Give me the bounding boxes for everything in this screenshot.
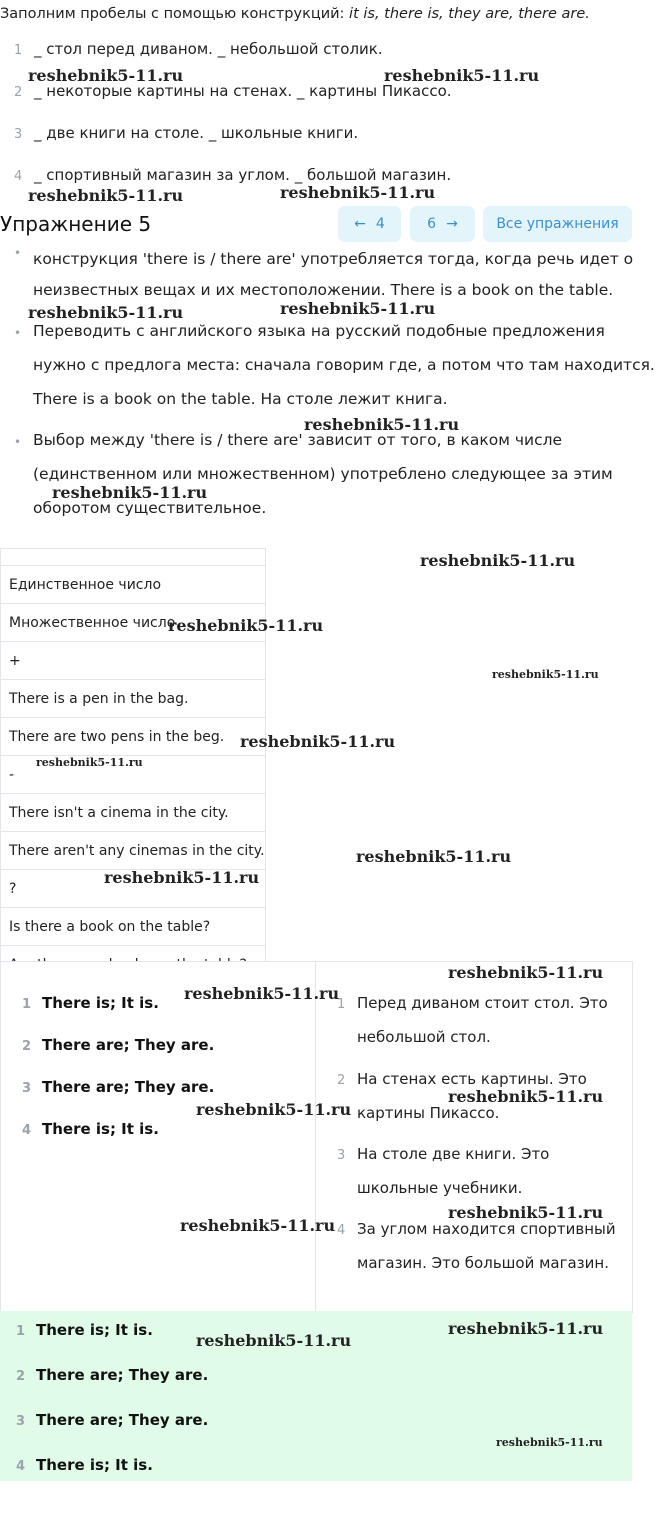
answer-text: There is; It is. bbox=[42, 994, 159, 1012]
item-number: 2 bbox=[14, 85, 23, 100]
watermark-text: reshebnik5-11.ru bbox=[496, 1436, 603, 1449]
final-answer-item bbox=[16, 1366, 208, 1384]
prev-exercise-button[interactable] bbox=[338, 206, 401, 242]
answer-text: There is; It is. bbox=[36, 1321, 153, 1339]
watermark-text: reshebnik5-11.ru bbox=[448, 963, 604, 982]
grammar-table-viewport[interactable] bbox=[0, 548, 265, 958]
table-cell: Множественное число bbox=[1, 604, 266, 642]
watermark-text: reshebnik5-11.ru bbox=[492, 668, 599, 681]
final-answer-item bbox=[16, 1411, 208, 1429]
arrow-left-icon: ← bbox=[354, 216, 366, 232]
item-number: 4 bbox=[14, 169, 23, 184]
item-number: 3 bbox=[337, 1148, 346, 1163]
final-answer-item bbox=[16, 1321, 153, 1339]
table-cell: Is there a book on the table? bbox=[1, 908, 266, 946]
item-number: 4 bbox=[337, 1223, 346, 1238]
watermark-text: reshebnik5-11.ru bbox=[168, 616, 324, 635]
answer-text: There are; They are. bbox=[42, 1036, 215, 1054]
translation-line: магазин. Это большой магазин. bbox=[357, 1254, 609, 1272]
watermark-text: reshebnik5-11.ru bbox=[356, 847, 512, 866]
item-text: _ некоторые картины на стенах. _ картины Пикассо. bbox=[34, 82, 452, 100]
next-exercise-button[interactable] bbox=[410, 206, 475, 242]
item-text: _ стол перед диваном. _ небольшой столик. bbox=[34, 40, 383, 58]
item-number: 2 bbox=[16, 1369, 26, 1384]
watermark-text: reshebnik5-11.ru bbox=[448, 1087, 604, 1106]
table-cell: There are two pens in the beg. bbox=[1, 718, 266, 756]
translation-text: За углом находится спортивный bbox=[357, 1220, 616, 1238]
task-constructions: it is, there is, they are, there are. bbox=[349, 6, 590, 22]
watermark-text: reshebnik5-11.ru bbox=[280, 299, 436, 318]
translation-item bbox=[337, 1220, 616, 1238]
bullet-dot: • bbox=[14, 246, 22, 260]
final-answer-item bbox=[16, 1456, 153, 1474]
arrow-right-icon: → bbox=[446, 216, 458, 232]
translation-text: На стенах есть картины. Это bbox=[357, 1070, 587, 1088]
watermark-text: reshebnik5-11.ru bbox=[448, 1319, 604, 1338]
page-title: Упражнение 5 bbox=[0, 212, 152, 236]
item-number: 2 bbox=[22, 1039, 32, 1054]
table-cell: There isn't a cinema in the city. bbox=[1, 794, 266, 832]
answer-text: There is; It is. bbox=[36, 1456, 153, 1474]
task-prefix: Заполним пробелы с помощью конструкций: bbox=[0, 6, 350, 22]
theory-text: There is a book on the table. На столе лежит книга. bbox=[33, 390, 448, 408]
table-cell: ? bbox=[1, 870, 266, 908]
watermark-text: reshebnik5-11.ru bbox=[36, 756, 143, 769]
item-number: 1 bbox=[22, 997, 32, 1012]
bullet-dot: • bbox=[14, 435, 22, 449]
item-number: 1 bbox=[16, 1324, 26, 1339]
answer-item bbox=[22, 1078, 214, 1096]
item-text: _ спортивный магазин за углом. _ большой магазин. bbox=[34, 166, 452, 184]
item-number: 4 bbox=[22, 1123, 32, 1138]
watermark-text: reshebnik5-11.ru bbox=[384, 66, 540, 85]
watermark-text: reshebnik5-11.ru bbox=[184, 984, 340, 1003]
watermark-text: reshebnik5-11.ru bbox=[304, 415, 460, 434]
translation-line: небольшой стол. bbox=[357, 1028, 491, 1046]
watermark-text: reshebnik5-11.ru bbox=[280, 183, 436, 202]
prev-label: 4 bbox=[375, 216, 385, 232]
watermark-text: reshebnik5-11.ru bbox=[196, 1100, 352, 1119]
translation-line: школьные учебники. bbox=[357, 1179, 523, 1197]
watermark-text: reshebnik5-11.ru bbox=[420, 551, 576, 570]
table-cell: - bbox=[1, 756, 266, 794]
watermark-text: reshebnik5-11.ru bbox=[28, 303, 184, 322]
next-label: 6 bbox=[427, 216, 437, 232]
table-cell: + bbox=[1, 642, 266, 680]
translation-item bbox=[337, 1070, 587, 1088]
theory-text: Переводить с английского языка на русский подобные предложения bbox=[33, 322, 605, 340]
theory-text: Выбор между 'there is / there are' зависит от того, в каком числе bbox=[33, 431, 563, 449]
watermark-text: reshebnik5-11.ru bbox=[104, 868, 260, 887]
watermark-text: reshebnik5-11.ru bbox=[180, 1216, 336, 1235]
watermark-text: reshebnik5-11.ru bbox=[240, 732, 396, 751]
list-item bbox=[14, 124, 358, 142]
answer-text: There are; They are. bbox=[36, 1366, 209, 1384]
translation-text: На столе две книги. Это bbox=[357, 1145, 550, 1163]
list-item bbox=[14, 166, 451, 184]
item-number: 2 bbox=[337, 1073, 346, 1088]
answer-text: There is; It is. bbox=[42, 1120, 159, 1138]
answer-item bbox=[22, 1036, 214, 1054]
item-number: 3 bbox=[16, 1414, 26, 1429]
list-item bbox=[14, 40, 383, 58]
watermark-text: reshebnik5-11.ru bbox=[52, 483, 208, 502]
item-number: 3 bbox=[14, 127, 23, 142]
watermark-text: reshebnik5-11.ru bbox=[28, 66, 184, 85]
theory-text: конструкция 'there is / there are' употребляется тогда, когда речь идет о bbox=[33, 250, 634, 268]
theory-text: оборотом существительное. bbox=[33, 499, 267, 517]
item-text: _ две книги на столе. _ школьные книги. bbox=[34, 124, 359, 142]
item-number: 1 bbox=[14, 43, 23, 58]
theory-text: (единственном или множественном) употреблено следующее за этим bbox=[33, 465, 613, 483]
table-cell: Единственное число bbox=[1, 566, 266, 604]
translation-line: картины Пикассо. bbox=[357, 1104, 500, 1122]
item-number: 3 bbox=[22, 1081, 32, 1096]
watermark-text: reshebnik5-11.ru bbox=[28, 186, 184, 205]
translation-item bbox=[337, 994, 608, 1012]
translation-item bbox=[337, 1145, 549, 1163]
all-exercises-button[interactable]: Все упражнения bbox=[483, 206, 632, 242]
answer-item bbox=[22, 1120, 159, 1138]
answer-text: There are; They are. bbox=[42, 1078, 215, 1096]
watermark-text: reshebnik5-11.ru bbox=[448, 1203, 604, 1222]
exercise-header bbox=[0, 204, 632, 244]
theory-text: неизвестных вещах и их местоположении. There is a book on the table. bbox=[33, 281, 614, 299]
table-cell: There is a pen in the bag. bbox=[1, 680, 266, 718]
table-cell bbox=[1, 549, 266, 566]
watermark-text: reshebnik5-11.ru bbox=[196, 1331, 352, 1350]
item-number: 4 bbox=[16, 1459, 26, 1474]
answer-item bbox=[22, 994, 159, 1012]
answer-text: There are; They are. bbox=[36, 1411, 209, 1429]
task-statement bbox=[0, 6, 590, 22]
bullet-dot: • bbox=[14, 326, 22, 340]
table-cell: There aren't any cinemas in the city. bbox=[1, 832, 266, 870]
translation-text: Перед диваном стоит стол. Это bbox=[357, 994, 608, 1012]
theory-text: нужно с предлога места: сначала говорим где, а потом что там находится. bbox=[33, 356, 655, 374]
item-number: 1 bbox=[337, 997, 346, 1012]
